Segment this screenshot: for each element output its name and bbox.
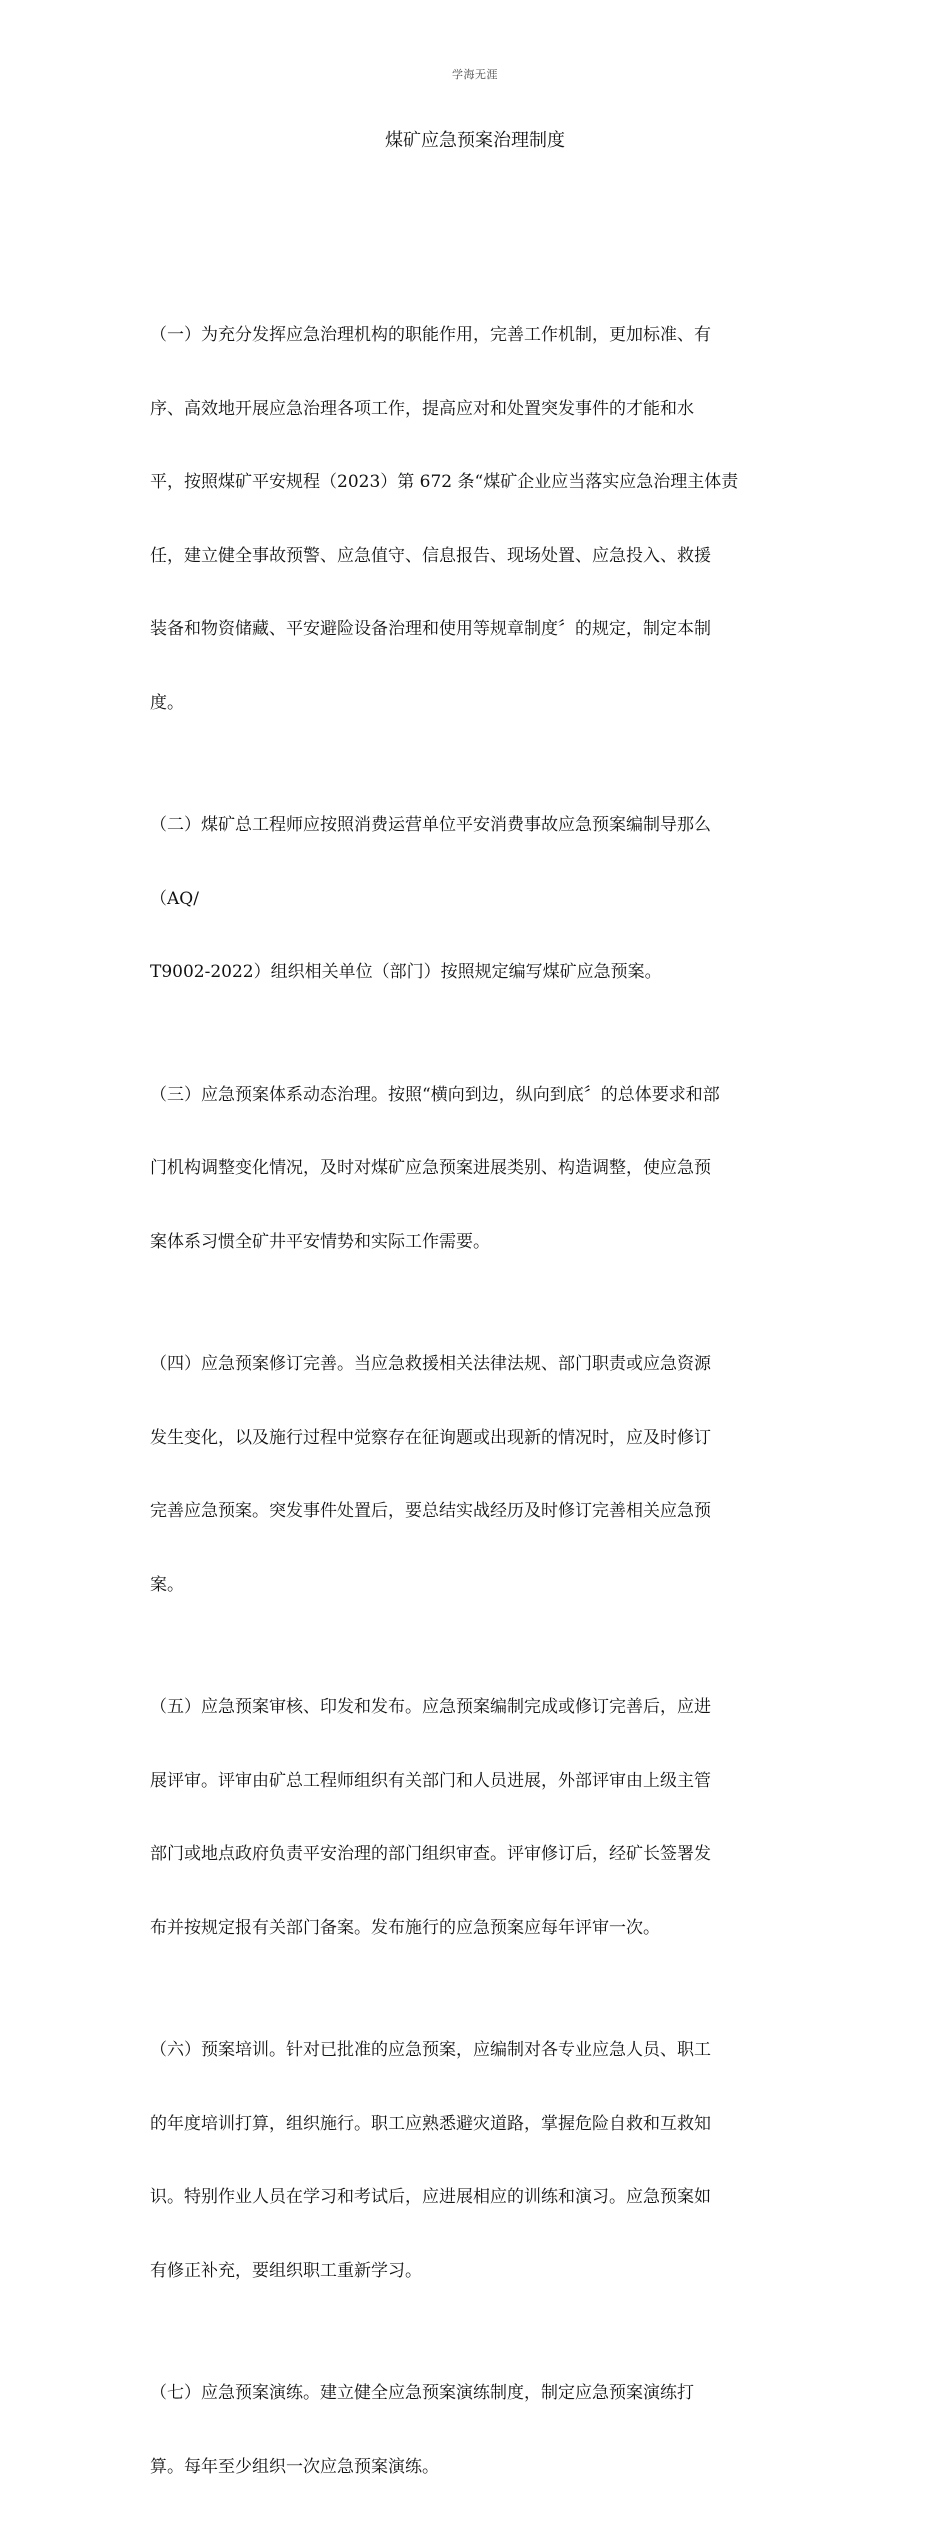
text-line: 度。 — [150, 692, 184, 713]
text-line: （二）煤矿总工程师应按照消费运营单位平安消费事故应急预案编制导那么 — [150, 815, 711, 835]
text-line: 序、高效地开展应急治理各项工作，提高应对和处置突发事件的才能和水 — [150, 398, 694, 419]
text-line: 案体系习惯全矿井平安情势和实际工作需要。 — [150, 1231, 490, 1252]
paragraph-2 — [150, 764, 800, 1034]
text-line: （四）应急预案修订完善。当应急救援相关法律法规、部门职责或应急资源 — [150, 1354, 711, 1374]
paragraph-6 — [150, 1989, 800, 2332]
text-line: （五）应急预案审核、印发和发布。应急预案编制完成或修订完善后，应进 — [150, 1697, 711, 1717]
text-line: 有修正补充，要组织职工重新学习。 — [150, 2260, 422, 2281]
text-line: T9002-2022）组织相关单位（部门）按照规定编写煤矿应急预案。 — [150, 962, 662, 982]
paragraph-5 — [150, 1646, 800, 1989]
text-line: 展评审。评审由矿总工程师组织有关部门和人员进展，外部评审由上级主管 — [150, 1770, 711, 1791]
text-line: 发生变化，以及施行过程中觉察存在征询题或出现新的情况时，应及时修订 — [150, 1427, 711, 1448]
text-line: 完善应急预案。突发事件处置后，要总结实战经历及时修订完善相关应急预 — [150, 1501, 711, 1521]
text-line: 装备和物资储藏、平安避险设备治理和使用等规章制度〞的规定，制定本制 — [150, 619, 711, 639]
page-header: 学海无涯 — [452, 68, 498, 81]
text-line: 算。每年至少组织一次应急预案演练。 — [150, 2456, 439, 2477]
text-line: 部门或地点政府负责平安治理的部门组织审查。评审修订后，经矿长签署发 — [150, 1844, 711, 1864]
document-body — [150, 274, 800, 2528]
text-line: （三）应急预案体系动态治理。按照“横向到边，纵向到底〞的总体要求和部 — [150, 1084, 720, 1105]
paragraph-7 — [150, 2332, 800, 2528]
paragraph-1 — [150, 274, 800, 764]
text-line: （一）为充分发挥应急治理机构的职能作用，完善工作机制，更加标准、有 — [150, 325, 711, 345]
text-line: （AQ/ — [150, 888, 199, 909]
text-line: 布并按规定报有关部门备案。发布施行的应急预案应每年评审一次。 — [150, 1917, 660, 1938]
text-line: 案。 — [150, 1574, 184, 1595]
text-line: 平，按照煤矿平安规程（2023）第 672 条“煤矿企业应当落实应急治理主体责 — [150, 472, 739, 492]
text-line: 的年度培训打算，组织施行。职工应熟悉避灾道路，掌握危险自救和互救知 — [150, 2113, 711, 2134]
text-line: 识。特别作业人员在学习和考试后，应进展相应的训练和演习。应急预案如 — [150, 2187, 711, 2207]
text-line: 门机构调整变化情况，及时对煤矿应急预案进展类别、构造调整，使应急预 — [150, 1158, 711, 1178]
text-line: （七）应急预案演练。建立健全应急预案演练制度，制定应急预案演练打 — [150, 2383, 694, 2403]
text-line: 任，建立健全事故预警、应急值守、信息报告、现场处置、应急投入、救援 — [150, 545, 711, 566]
text-line: （六）预案培训。针对已批准的应急预案，应编制对各专业应急人员、职工 — [150, 2040, 711, 2060]
paragraph-3 — [150, 1034, 800, 1304]
document-title: 煤矿应急预案治理制度 — [385, 130, 565, 151]
paragraph-4 — [150, 1303, 800, 1646]
